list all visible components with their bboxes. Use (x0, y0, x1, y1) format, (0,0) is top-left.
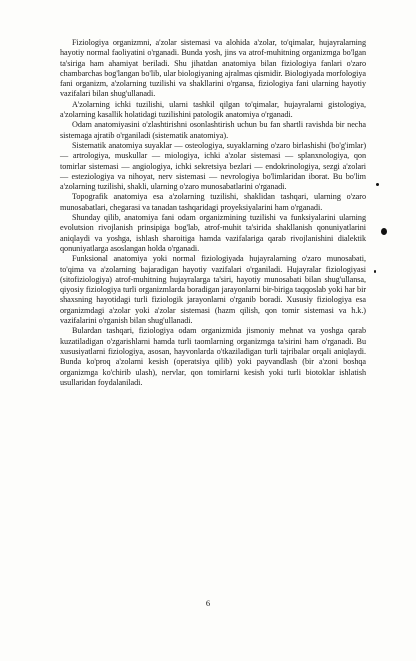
paragraph: Topografik anatomiya esa a'zolarning tuzilishi, shaklidan tashqari, ularning o'zaro munosabatlari, chegarasi va tanadan tashqaridagi proyeksiyalarini ham o'rganadi. (60, 192, 366, 212)
paragraph: Odam anatomiyasini o'zlashtirishni osonlashtirish uchun bu fan shartli ravishda bir necha sistemaga ajratib o'rganiladi (sistematik anatomiya). (60, 120, 366, 140)
paragraph: Funksional anatomiya yoki normal fiziologiyada hujayralarning o'zaro munosabati, to'qima va a'zolarning bajaradigan hayotiy vazifalari o'rganiladi. Hujayralar fiziologiyasi (sitofiziologiya) atrof-muhitning hujayralarga ta'siri, hayotiy munosabati bilan shug'ullansa, qiyosiy fiziologiya turli organizmlarda boradigan jarayonlarni bir-biriga taqqoslab yoki har bir shaxsning hayotidagi turli fiziologik jarayonlarni o'rganib boradi. Xususiy fiziologiya esa organizmdagi a'zolar yoki a'zolar sistemasi (hazm qilish, qon tomir sistemasi va h.k.) vazifalarini o'rganish bilan shug'ullanadi. (60, 254, 366, 326)
ink-speck (376, 183, 379, 186)
ink-speck (381, 228, 387, 235)
paragraph: Bulardan tashqari, fiziologiya odam organizmida jismoniy mehnat va yoshga qarab kuzatiladigan o'zgarishlarni hamda turli taomlarning organizmga ta'sirini ham o'rganadi. Bu xususiyatlarni fiziologiya, asosan, hayvonlarda o'tkaziladigan turli tajribalar orqali aniqlaydi. Bunda ko'proq a'zolarni kesish (operatsiya qilib) yoki payvandlash (bir a'zoni boshqa organizmga ko'chirib ulash), nervlar, qon tomirlarni kesish yoki turli biotoklar ishlatish usullaridan foydalaniladi. (60, 326, 366, 387)
ink-speck (374, 270, 376, 273)
paragraph: A'zolarning ichki tuzilishi, ularni tashkil qilgan to'qimalar, hujayralarni gistologiya, a'zolarning kasallik holatidagi tuzilishini patologik anatomiya o'rganadi. (60, 99, 366, 120)
paragraph: Fiziologiya organizmni, a'zolar sistemasi va alohida a'zolar, to'qimalar, hujayralarning hayotiy normal faoliyatini o'rganadi. Bunda yosh, jins va atrof-muhitning organizmga bo'lgan ta'siriga ham ahamiyat beriladi. Shu jihatdan anatomiya bilan fiziologiya fanlari o'zaro chambarchas bog'langan bo'lib, ular biologiyaning ajralmas qismidir. Biologiyada morfologiya fani organizm, a'zolarning tuzilishi va shakllarini o'rgansa, fiziologiya fani ularning hayotiy vazifalari bilan shug'ullanadi. (60, 38, 366, 99)
paragraph: Sistematik anatomiya suyaklar — osteologiya, suyaklarning o'zaro birlashishi (bo'g'imlar) — artrologiya, muskullar — miologiya, ichki a'zolar sistemasi — splanxnologiya, qon tomirlar sistemasi — angiologiya, ichki sekretsiya bezlari — endokrinologiya, sezgi a'zolari — esteziologiya va nihoyat, nerv sistemasi — nevrologiya bo'limlaridan iborat. Bu bo'lim a'zolarning tuzilishi, shakli, ularning o'zaro munosabatlarini o'rganadi. (60, 140, 366, 192)
page-number: 6 (205, 598, 211, 608)
paragraph: Shunday qilib, anatomiya fani odam organizmining tuzilishi va funksiyalarini ularning evolutsion rivojlanish prinsipiga bog'lab, atrof-muhit ta'sirida shakllanish qonuniyatlarini aniqlaydi va yoshga, ishlash sharoitiga hamda vazifalariga qarab rivojlanishini dialektik qonuniyatlarga asoslangan holda o'rganadi. (60, 213, 366, 253)
body-text (60, 38, 366, 388)
